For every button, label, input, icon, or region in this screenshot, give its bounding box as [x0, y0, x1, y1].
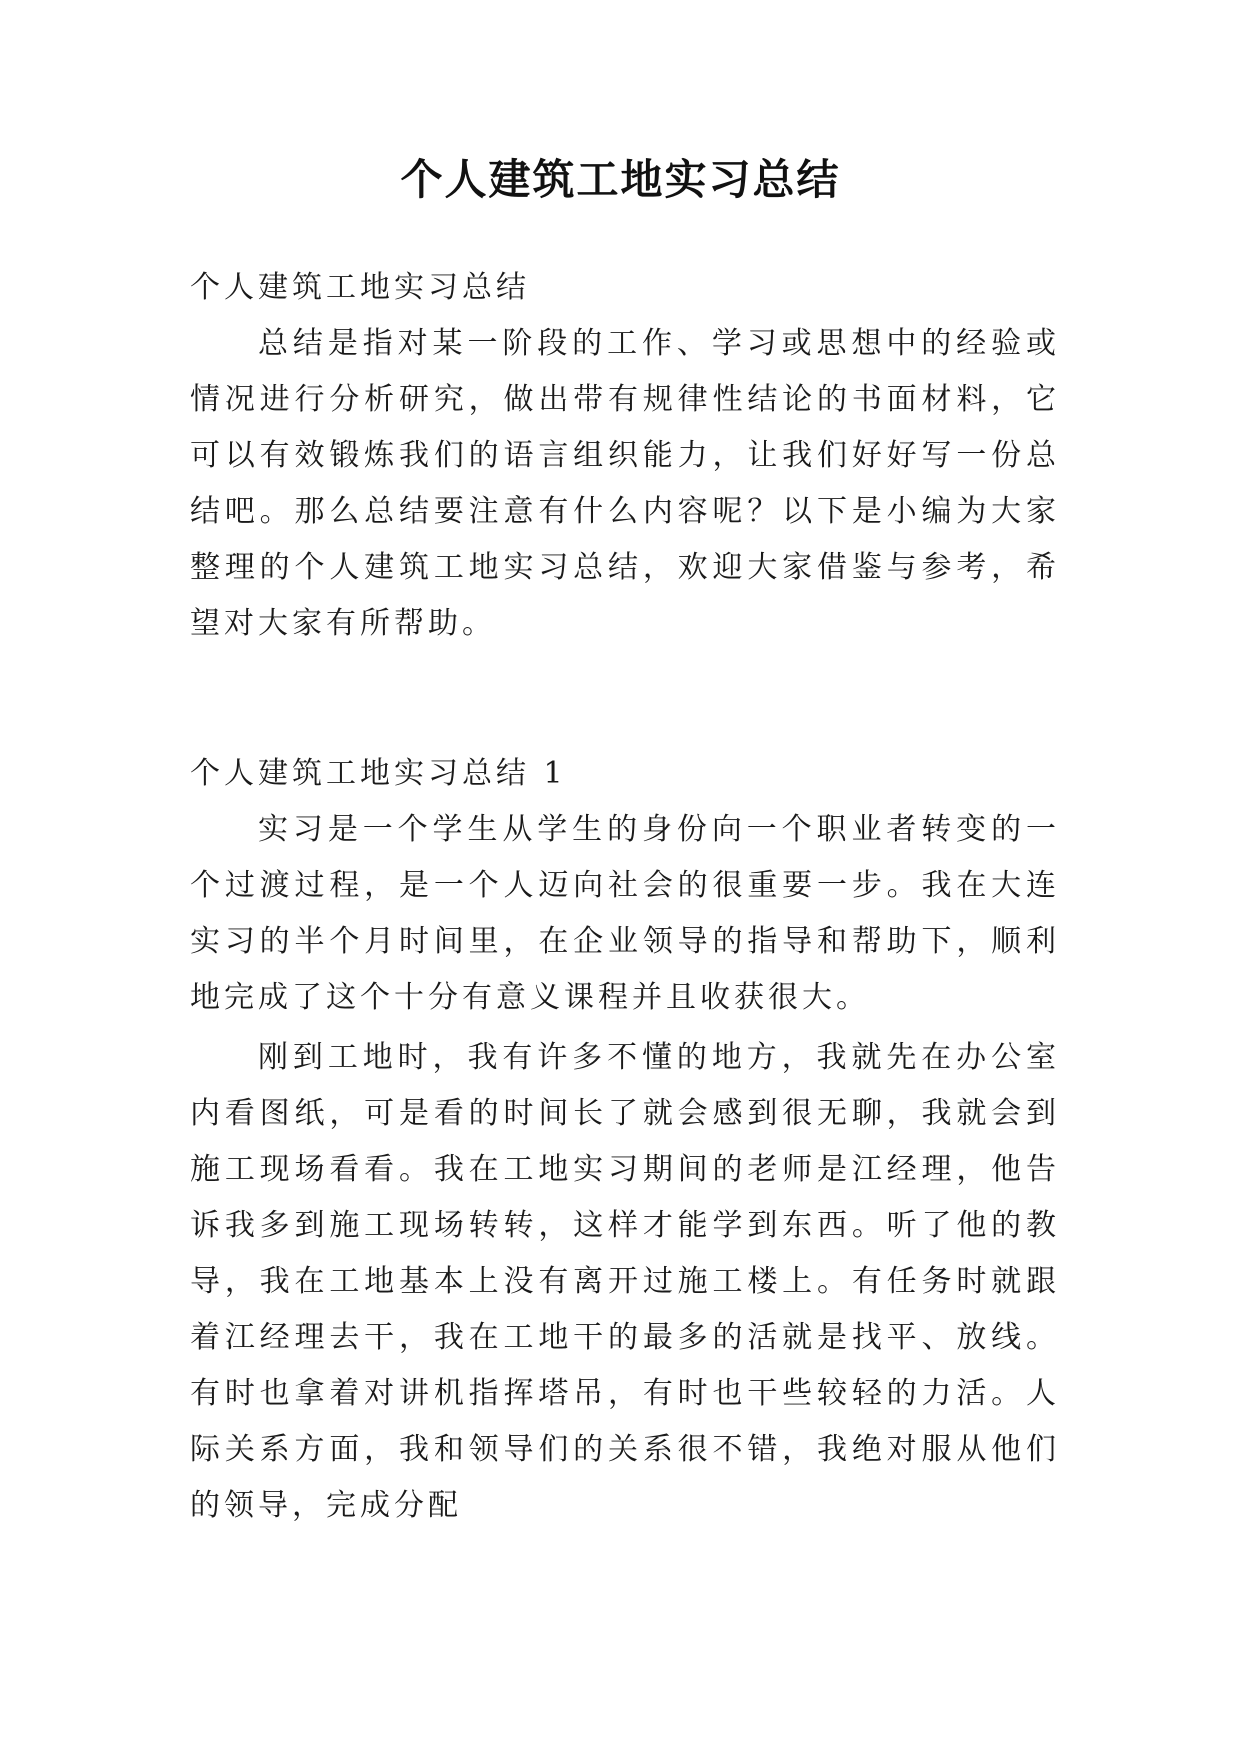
section1-paragraph-2: 刚到工地时，我有许多不懂的地方，我就先在办公室内看图纸，可是看的时间长了就会感到很无聊，我就会到施工现场看看。我在工地实习期间的老师是江经理，他告诉我多到施工现场转转，这样才能学到东西。听了他的教导，我在工地基本上没有离开过施工楼上。有任务时就跟着江经理去干，我在工地干的最多的活就是找平、放线。有时也拿着对讲机指挥塔吊，有时也干些较轻的力活。人际关系方面，我和领导们的关系很不错，我绝对服从他们的领导，完成分配 — [190, 1040, 1060, 1523]
intro-paragraph: 总结是指对某一阶段的工作、学习或思想中的经验或情况进行分析研究，做出带有规律性结论的书面材料，它可以有效锻炼我们的语言组织能力，让我们好好写一份总结吧。那么总结要注意有什么内容呢？以下是小编为大家整理的个人建筑工地实习总结，欢迎大家借鉴与参考，希望对大家有所帮助。 — [190, 326, 1060, 641]
document-title: 个人建筑工地实习总结 — [400, 155, 841, 204]
section1-heading: 个人建筑工地实习总结 1 — [190, 756, 567, 791]
intro-heading: 个人建筑工地实习总结 — [190, 270, 530, 305]
section1-paragraph-1: 实习是一个学生从学生的身份向一个职业者转变的一个过渡过程，是一个人迈向社会的很重要一步。我在大连实习的半个月时间里，在企业领导的指导和帮助下，顺利地完成了这个十分有意义课程并且收获很大。 — [190, 812, 1060, 1015]
